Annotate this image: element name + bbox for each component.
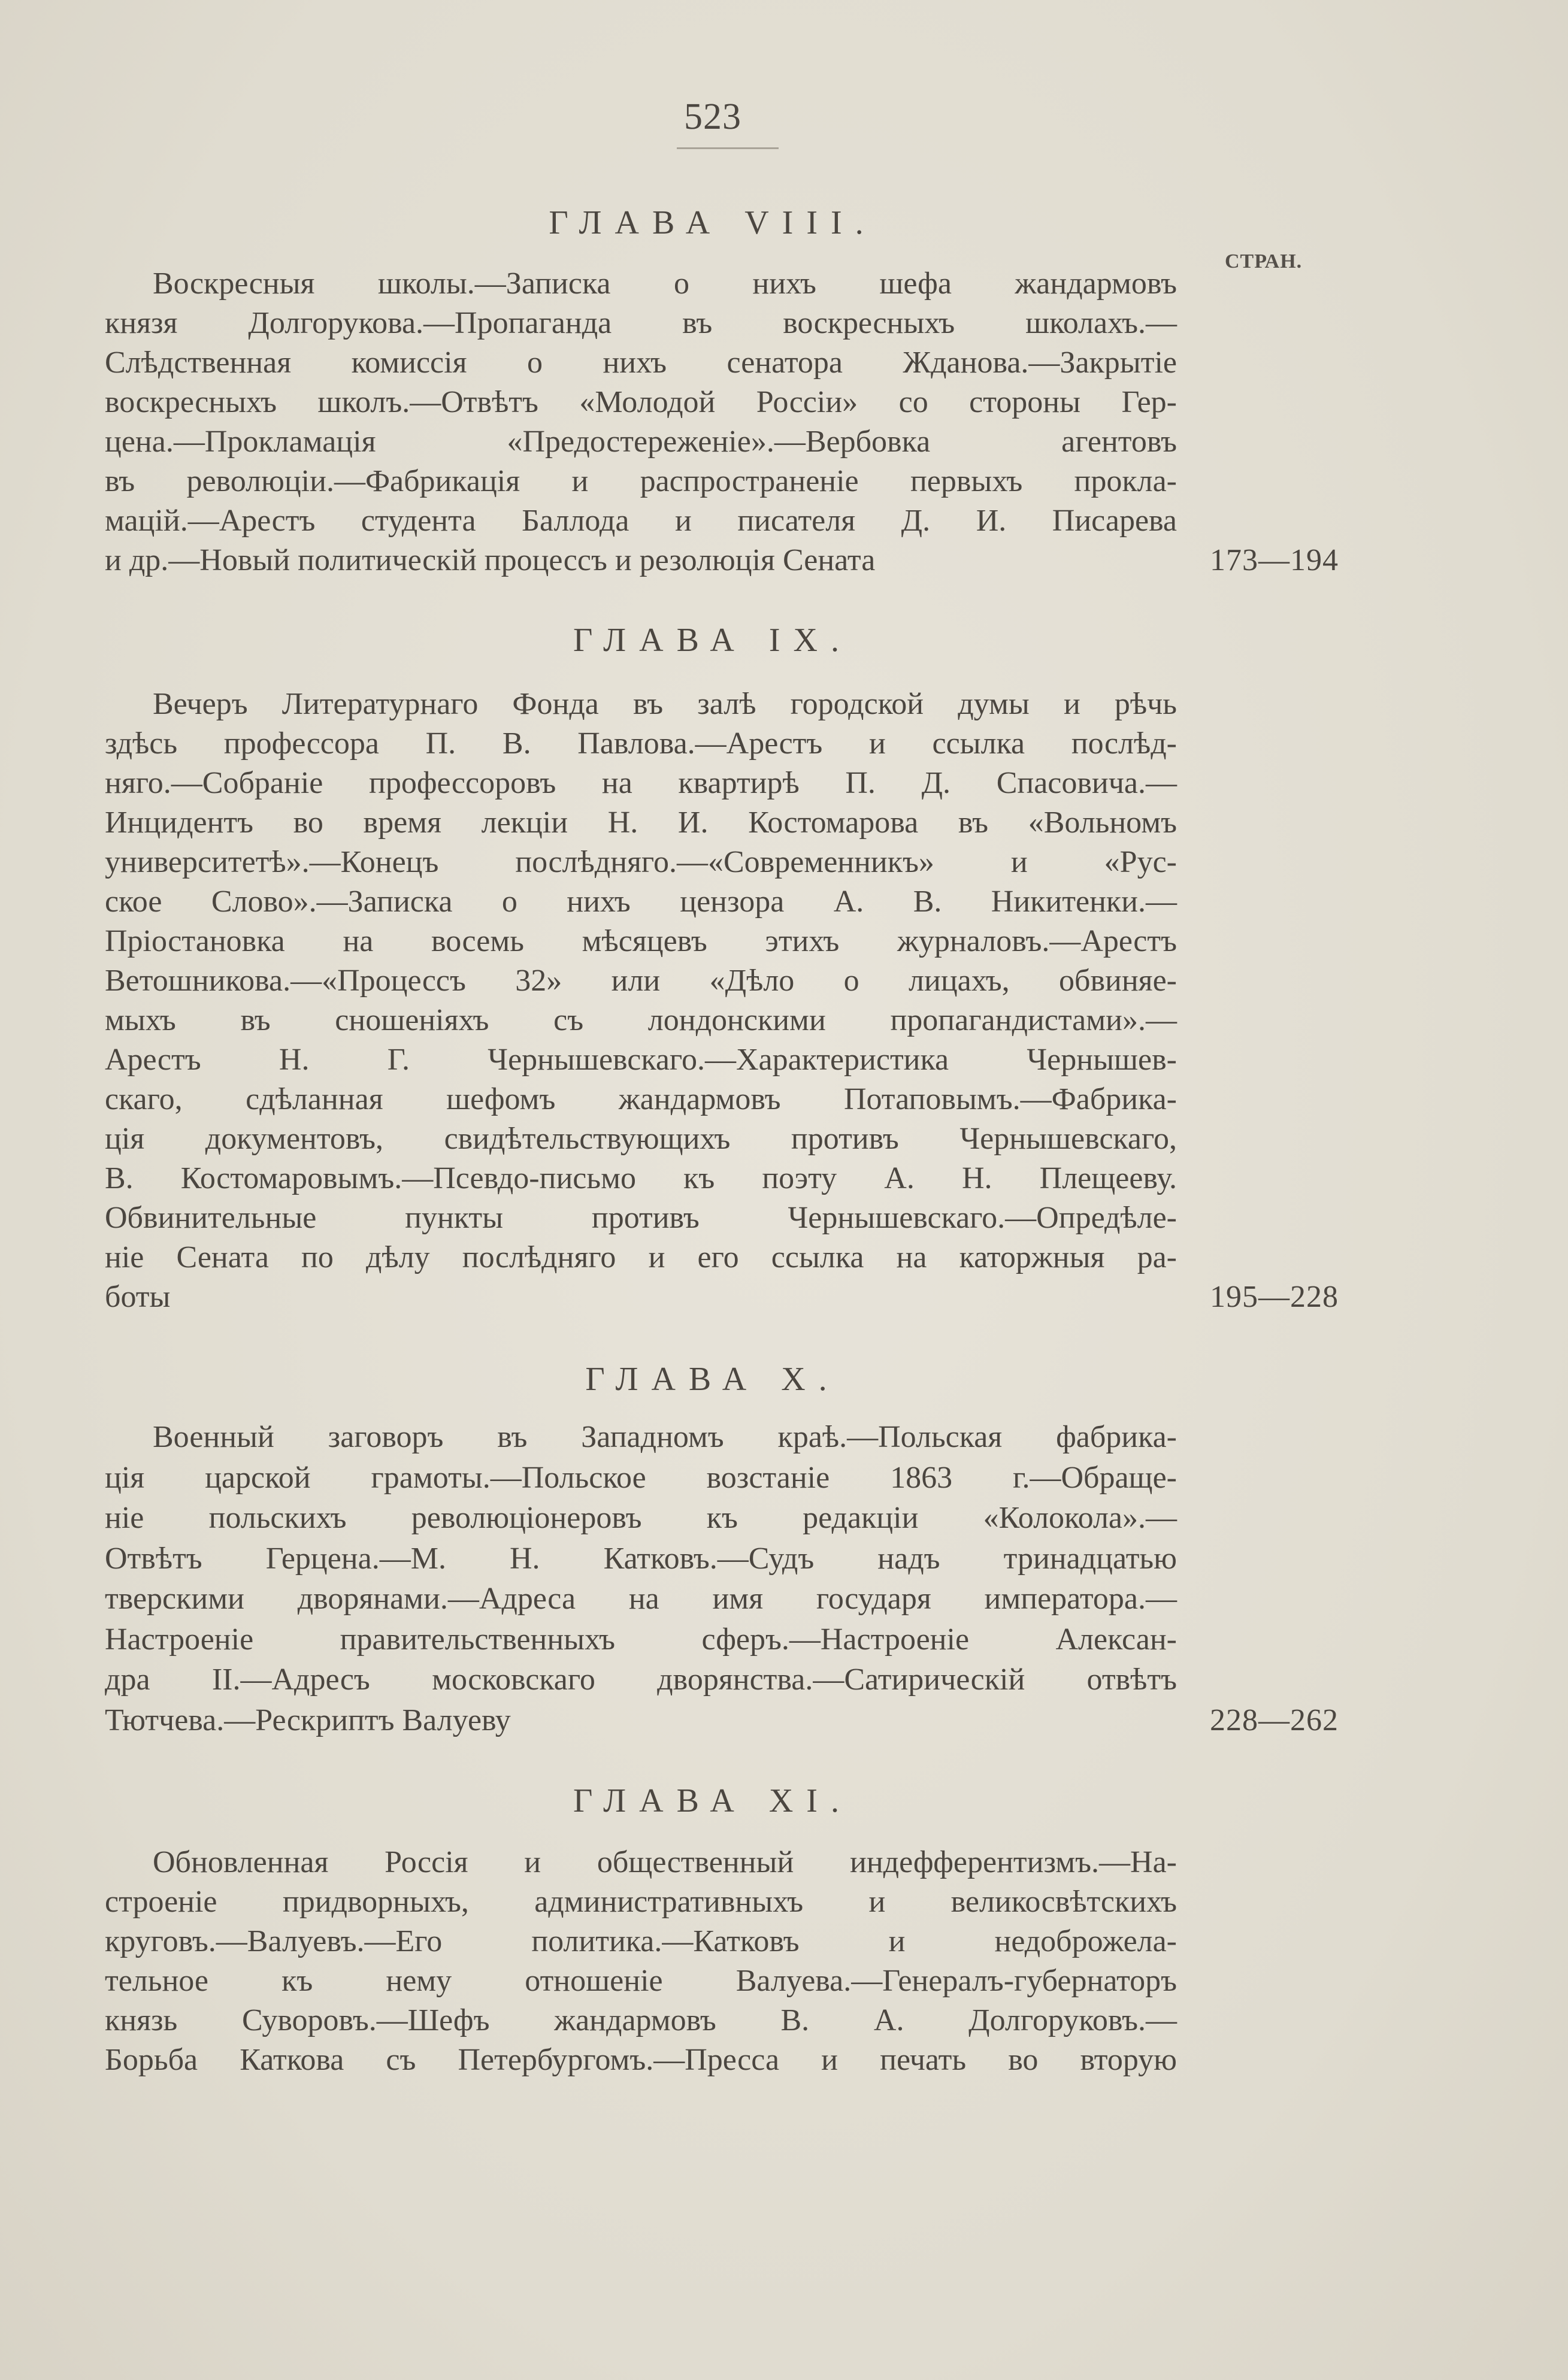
entry-text-line: Слѣдственная комиссія о нихъ сенатора Жданова.—Закрытіе bbox=[105, 346, 1177, 380]
toc-entry-last-line bbox=[105, 1277, 1339, 1317]
entry-text-line: ніе польскихъ революціонеровъ къ редакціи «Колокола».— bbox=[105, 1501, 1177, 1535]
dot-leader bbox=[519, 1701, 1201, 1740]
entry-text-line: здѣсь профессора П. В. Павлова.—Арестъ и ссылка послѣд- bbox=[105, 726, 1177, 761]
entry-text-line: Ветошникова.—«Процессъ 32» или «Дѣло о лицахъ, обвиняе- bbox=[105, 964, 1177, 998]
dot-leader bbox=[883, 541, 1201, 580]
entry-text: и др.—Новый политическій процессъ и резолюція Сената bbox=[105, 543, 876, 577]
entry-text-line: Обновленная Россія и общественный индефферентизмъ.—На- bbox=[153, 1845, 1177, 1879]
page-range: 195—228 bbox=[1210, 1280, 1339, 1314]
entry-text-line: Настроеніе правительственныхъ сферъ.—Настроеніе Алексан- bbox=[105, 1622, 1177, 1657]
entry-text-line: Борьба Каткова съ Петербургомъ.—Пресса и печать во вторую bbox=[105, 2043, 1177, 2077]
entry-text-line: Инцидентъ во время лекціи Н. И. Костомарова въ «Вольномъ bbox=[105, 806, 1177, 840]
chapter-heading: ГЛАВА VIII. bbox=[549, 204, 877, 241]
entry-text-line: няго.—Собраніе профессоровъ на квартирѣ П. Д. Спасовича.— bbox=[105, 766, 1177, 800]
entry-text-line: князь Суворовъ.—Шефъ жандармовъ В. А. Долгоруковъ.— bbox=[105, 2003, 1177, 2037]
entry-text-line: строеніе придворныхъ, административныхъ и великосвѣтскихъ bbox=[105, 1885, 1177, 1919]
entry-text: Тютчева.—Рескриптъ Валуеву bbox=[105, 1703, 511, 1737]
entry-text-line: В. Костомаровымъ.—Псевдо-письмо къ поэту А. Н. Плещееву. bbox=[105, 1161, 1177, 1195]
entry-text-line: ція царской грамоты.—Польское возстаніе 1863 г.—Обраще- bbox=[105, 1460, 1177, 1495]
entry-text-line: Пріостановка на восемь мѣсяцевъ этихъ журналовъ.—Арестъ bbox=[105, 924, 1177, 958]
dot-leader bbox=[178, 1277, 1201, 1317]
entry-text-line: ское Слово».—Записка о нихъ цензора А. В. Никитенки.— bbox=[105, 885, 1177, 919]
entry-text-line: тверскими дворянами.—Адреса на имя государя императора.— bbox=[105, 1582, 1177, 1616]
entry-text-line: въ революціи.—Фабрикація и распространеніе первыхъ прокла- bbox=[105, 464, 1177, 498]
chapter-heading: ГЛАВА X. bbox=[585, 1361, 840, 1398]
entry-text-line: университетѣ».—Конецъ послѣдняго.—«Современникъ» и «Рус- bbox=[105, 845, 1177, 879]
entry-text-line: Отвѣтъ Герцена.—М. Н. Катковъ.—Судъ надъ тринадцатью bbox=[105, 1541, 1177, 1576]
entry-text-line: круговъ.—Валуевъ.—Его политика.—Катковъ и недоброжела- bbox=[105, 1924, 1177, 1958]
chapter-heading: ГЛАВА IX. bbox=[573, 622, 852, 659]
page-number: 523 bbox=[684, 96, 741, 137]
toc-entry-last-line bbox=[105, 1701, 1339, 1740]
chapter-heading: ГЛАВА XI. bbox=[573, 1782, 852, 1819]
page-range: 228—262 bbox=[1210, 1703, 1339, 1737]
pages-column-label: СТРАН. bbox=[1225, 250, 1303, 272]
header-rule bbox=[677, 147, 779, 149]
entry-text-line: Обвинительные пункты противъ Чернышевскаго.—Опредѣле- bbox=[105, 1201, 1177, 1235]
entry-text-line: воскресныхъ школъ.—Отвѣтъ «Молодой Россіи» со стороны Гер- bbox=[105, 385, 1177, 419]
entry-text-line: ція документовъ, свидѣтельствующихъ противъ Чернышевскаго, bbox=[105, 1122, 1177, 1156]
entry-text-line: тельное къ нему отношеніе Валуева.—Генералъ-губернаторъ bbox=[105, 1964, 1177, 1998]
entry-text-line: скаго, сдѣланная шефомъ жандармовъ Потаповымъ.—Фабрика- bbox=[105, 1082, 1177, 1116]
entry-text-line: мацій.—Арестъ студента Баллода и писателя Д. И. Писарева bbox=[105, 504, 1177, 538]
page-range: 173—194 bbox=[1210, 543, 1339, 577]
entry-text: боты bbox=[105, 1280, 171, 1314]
toc-entry-last-line bbox=[105, 541, 1339, 580]
entry-text-line: князя Долгорукова.—Пропаганда въ воскресныхъ школахъ.— bbox=[105, 306, 1177, 340]
entry-text-line: Арестъ Н. Г. Чернышевскаго.—Характеристика Чернышев- bbox=[105, 1043, 1177, 1077]
entry-text-line: Воскресныя школы.—Записка о нихъ шефа жандармовъ bbox=[153, 267, 1177, 301]
entry-text-line: ніе Сената по дѣлу послѣдняго и его ссылка на каторжныя ра- bbox=[105, 1240, 1177, 1274]
entry-text-line: мыхъ въ сношеніяхъ съ лондонскими пропагандистами».— bbox=[105, 1003, 1177, 1037]
entry-text-line: цена.—Прокламація «Предостереженіе».—Вербовка агентовъ bbox=[105, 425, 1177, 459]
entry-text-line: Вечеръ Литературнаго Фонда въ залѣ городской думы и рѣчь bbox=[153, 687, 1177, 721]
entry-text-line: дра II.—Адресъ московскаго дворянства.—Сатирическій отвѣтъ bbox=[105, 1663, 1177, 1697]
entry-text-line: Военный заговоръ въ Западномъ краѣ.—Польская фабрика- bbox=[153, 1420, 1177, 1454]
